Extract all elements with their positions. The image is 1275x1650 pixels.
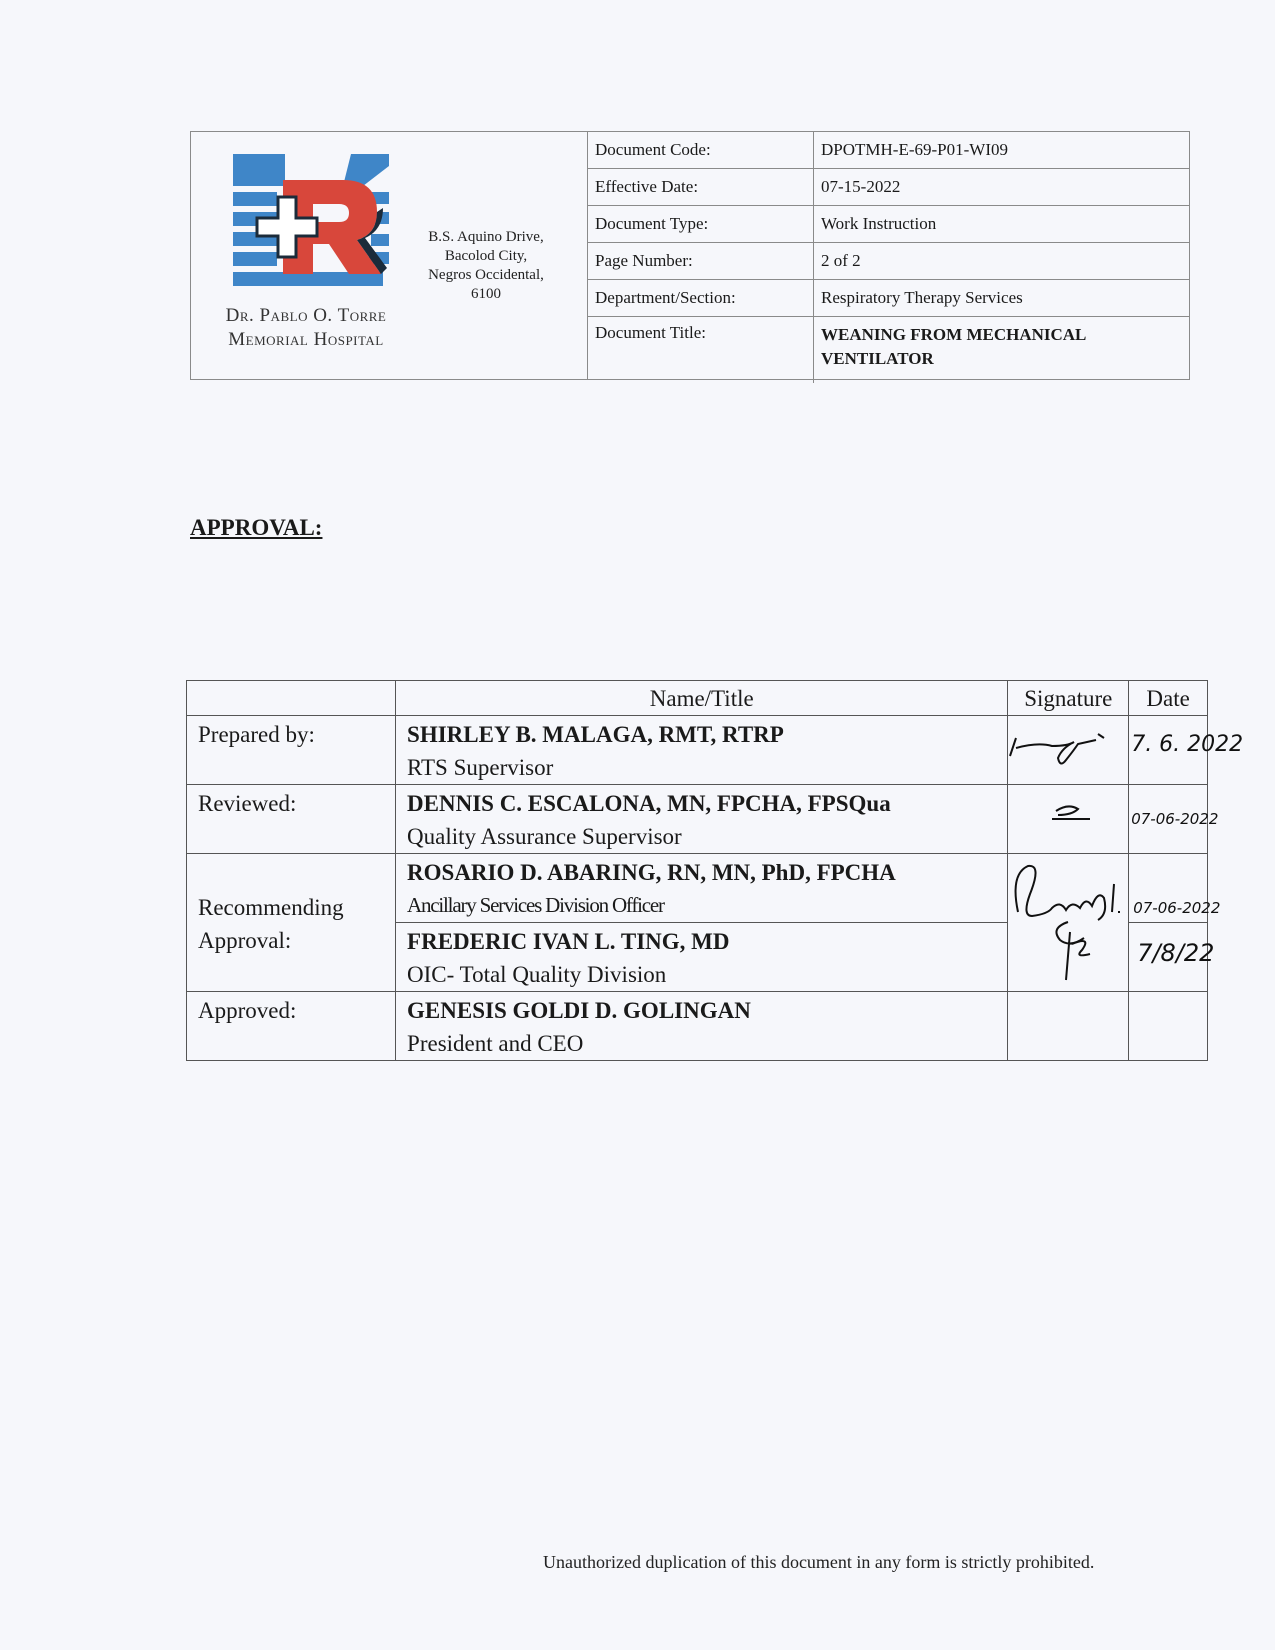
role-line: Approval: <box>198 927 292 953</box>
info-label: Department/Section: <box>588 280 814 317</box>
signature-column-header: Signature <box>1008 681 1129 716</box>
date-cell <box>1129 992 1208 1061</box>
name-title-cell <box>396 716 1008 785</box>
role-column-header <box>187 681 396 716</box>
signature-cell <box>1008 992 1129 1061</box>
role-cell: Reviewed: <box>187 785 396 854</box>
department-value: Respiratory Therapy Services <box>814 280 1190 317</box>
date-column-header: Date <box>1129 681 1208 716</box>
handwritten-date: 07-06-2022 <box>1133 899 1221 917</box>
signatory-name: GENESIS GOLDI D. GOLINGAN <box>407 998 751 1023</box>
date-cell <box>1129 716 1244 785</box>
name-title-cell <box>396 992 1008 1061</box>
signature-cell <box>1008 716 1129 785</box>
hospital-name-line2: Memorial Hospital <box>228 329 384 350</box>
effective-date-value: 07-15-2022 <box>814 169 1190 206</box>
date-cell <box>1129 923 1215 992</box>
info-row <box>588 280 1189 317</box>
approval-header-row <box>187 681 1208 716</box>
date-cell <box>1129 785 1219 854</box>
hospital-address <box>411 228 561 304</box>
handwritten-signature-icon <box>1008 785 1144 851</box>
document-type-value: Work Instruction <box>814 206 1190 243</box>
document-header <box>190 131 1190 380</box>
document-info-table <box>588 132 1189 383</box>
name-title-cell <box>396 923 1008 992</box>
info-label: Document Code: <box>588 132 814 169</box>
signatory-name: FREDERIC IVAN L. TING, MD <box>407 929 730 954</box>
name-title-cell <box>396 854 1008 923</box>
signature-cell <box>1008 785 1129 854</box>
handwritten-signature-icon <box>1008 716 1144 782</box>
name-title-cell <box>396 785 1008 854</box>
info-row <box>588 132 1189 169</box>
role-cell: Prepared by: <box>187 716 396 785</box>
info-row <box>588 317 1189 384</box>
logo-cell <box>191 132 588 379</box>
approval-row <box>187 785 1208 854</box>
hospital-logo-icon <box>231 152 391 307</box>
hospital-name <box>201 304 411 352</box>
handwritten-date: 7/8/22 <box>1137 939 1215 967</box>
signatory-name: ROSARIO D. ABARING, RN, MN, PhD, FPCHA <box>407 860 896 885</box>
approval-row <box>187 992 1208 1061</box>
info-label: Effective Date: <box>588 169 814 206</box>
hospital-name-line1: Dr. Pablo O. Torre <box>225 305 387 326</box>
info-label: Page Number: <box>588 243 814 280</box>
signatory-name: DENNIS C. ESCALONA, MN, FPCHA, FPSQua <box>407 791 891 816</box>
document-code-value: DPOTMH-E-69-P01-WI09 <box>814 132 1190 169</box>
signature-cell <box>1008 854 1129 992</box>
info-label: Document Type: <box>588 206 814 243</box>
role-cell: Approved: <box>187 992 396 1061</box>
approval-row <box>187 716 1208 785</box>
footer-notice: Unauthorized duplication of this document in any form is strictly prohibited. <box>543 1552 1095 1572</box>
info-row <box>588 243 1189 280</box>
handwritten-signature-icon <box>1008 854 1144 994</box>
approval-table <box>186 680 1244 1061</box>
date-cell <box>1129 854 1221 923</box>
info-row <box>588 206 1189 243</box>
info-row <box>588 169 1189 206</box>
role-line: Recommending <box>198 894 344 920</box>
page-number-value: 2 of 2 <box>814 243 1190 280</box>
role-cell <box>187 854 396 992</box>
signatory-title: President and CEO <box>407 1031 584 1056</box>
signatory-name: SHIRLEY B. MALAGA, RMT, RTRP <box>407 722 784 747</box>
signatory-title: Ancillary Services Division Officer <box>407 893 664 917</box>
info-label: Document Title: <box>588 317 814 384</box>
signatory-title: Quality Assurance Supervisor <box>407 824 682 849</box>
handwritten-date: 7. 6. 2022 <box>1131 732 1244 757</box>
address-line: Negros Occidental, <box>428 267 544 283</box>
address-line: 6100 <box>471 286 501 302</box>
approval-row <box>187 854 1208 923</box>
signatory-title: RTS Supervisor <box>407 755 554 780</box>
handwritten-date: 07-06-2022 <box>1131 810 1219 828</box>
name-column-header: Name/Title <box>396 681 1008 716</box>
address-line: B.S. Aquino Drive, <box>428 229 544 245</box>
signatory-title: OIC- Total Quality Division <box>407 962 667 987</box>
address-line: Bacolod City, <box>444 248 528 264</box>
approval-heading: APPROVAL: <box>190 515 323 540</box>
document-title-value: WEANING FROM MECHANICAL VENTILATOR <box>814 317 1190 384</box>
